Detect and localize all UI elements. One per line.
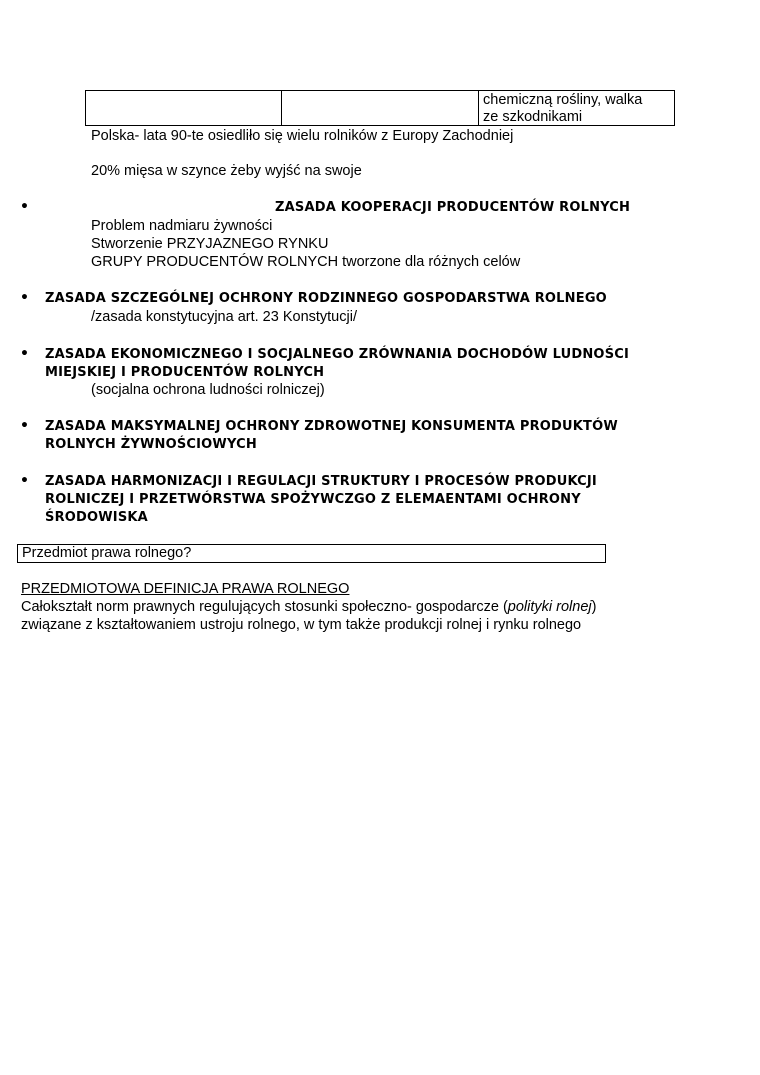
principle-heading: ŚRODOWISKA [45,510,148,525]
bullet-marker: • [20,418,29,434]
principle-heading: MIEJSKIEJ I PRODUCENTÓW ROLNYCH [45,365,325,380]
principle-note: /zasada konstytucyjna art. 23 Konstytucji/ [91,309,357,325]
principle-heading: ZASADA EKONOMICZNEGO I SOCJALNEGO ZRÓWNANIA DOCHODÓW LUDNOŚCI [45,347,630,362]
table-cell-line: ze szkodnikami [483,109,583,125]
table-cell-line: chemiczną rośliny, walka [483,92,643,108]
bullet-marker: • [20,473,29,489]
definition-text: Całokształt norm prawnych regulujących stosunki społeczno- gospodarcze ( [21,599,508,615]
table-cell-empty [86,91,282,125]
principle-heading: ZASADA KOOPERACJI PRODUCENTÓW ROLNYCH [275,200,631,215]
table-fragment [85,90,675,126]
definition-line: związane z kształtowaniem ustroju rolnego, w tym także produkcji rolnej i rynku rolnego [21,617,582,633]
bullet-marker: • [20,199,29,215]
table-cell-text [479,91,674,125]
principle-heading: ROLNICZEJ I PRZETWÓRSTWA SPOŻYWCZGO Z ELEMAENTAMI OCHRONY [45,492,581,507]
table-cell-empty [282,91,479,125]
principle-heading: ZASADA SZCZEGÓLNEJ OCHRONY RODZINNEGO GOSPODARSTWA ROLNEGO [45,291,607,306]
intro-line: 20% mięsa w szynce żeby wyjść na swoje [91,163,362,179]
definition-text: ) [591,599,597,615]
principle-heading: ROLNYCH ŻYWNOŚCIOWYCH [45,437,257,452]
principle-note: Stworzenie PRZYJAZNEGO RYNKU [91,236,329,252]
bullet-marker: • [20,346,29,362]
principle-note: GRUPY PRODUCENTÓW ROLNYCH tworzone dla różnych celów [91,254,521,270]
principle-heading: ZASADA MAKSYMALNEJ OCHRONY ZDROWOTNEJ KONSUMENTA PRODUKTÓW [45,419,618,434]
question-box: Przedmiot prawa rolnego? [17,544,606,563]
definition-line [21,599,596,615]
definition-title: PRZEDMIOTOWA DEFINICJA PRAWA ROLNEGO [21,581,350,597]
bullet-marker: • [20,290,29,306]
intro-line: Polska- lata 90-te osiedliło się wielu rolników z Europy Zachodniej [91,128,514,144]
principle-heading: ZASADA HARMONIZACJI I REGULACJI STRUKTURY I PROCESÓW PRODUKCJI [45,474,597,489]
definition-italic-term: polityki rolnej [507,599,592,615]
principle-note: (socjalna ochrona ludności rolniczej) [91,382,325,398]
principle-note: Problem nadmiaru żywności [91,218,273,234]
